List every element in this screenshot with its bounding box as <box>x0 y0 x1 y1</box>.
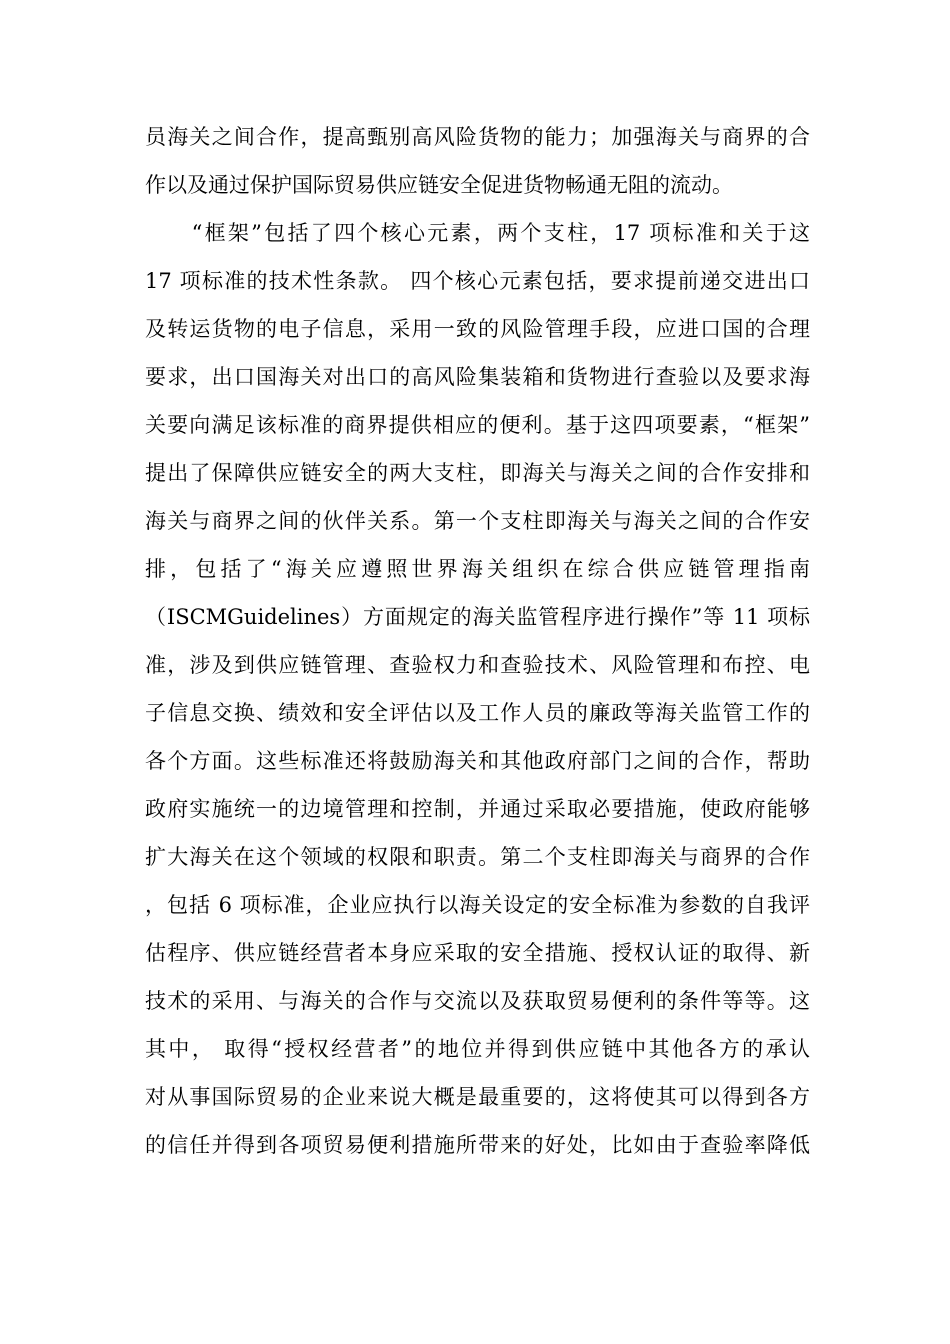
text-line: 子信息交换、绩效和安全评估以及工作人员的廉政等海关监管工作的 <box>145 701 810 725</box>
text-line: （ISCMGuidelines）方面规定的海关监管程序进行操作”等 11 项标 <box>145 605 810 629</box>
text-line: 及转运货物的电子信息，采用一致的风险管理手段，应进口国的合理 <box>145 317 810 341</box>
text-line: 估程序、供应链经营者本身应采取的安全措施、授权认证的取得、新 <box>145 941 810 965</box>
text-line: 的信任并得到各项贸易便利措施所带来的好处，比如由于查验率降低 <box>145 1133 810 1157</box>
text-line: 各个方面。这些标准还将鼓励海关和其他政府部门之间的合作，帮助 <box>145 749 810 773</box>
text-line: 扩大海关在这个领域的权限和职责。第二个支柱即海关与商界的合作 <box>145 845 810 869</box>
text-line: 海关与商界之间的伙伴关系。第一个支柱即海关与海关之间的合作安 <box>145 509 810 533</box>
body-text <box>145 113 810 1169</box>
text-line: 要求，出口国海关对出口的高风险集装箱和货物进行查验以及要求海 <box>145 365 810 389</box>
text-line: 技术的采用、与海关的合作与交流以及获取贸易便利的条件等等。这 <box>145 989 810 1013</box>
text-line: ，包括 6 项标准，企业应执行以海关设定的安全标准为参数的自我评 <box>145 893 810 917</box>
text-line: 关要向满足该标准的商界提供相应的便利。基于这四项要素，“框架” <box>145 413 810 437</box>
text-line: 其中， 取得“授权经营者”的地位并得到供应链中其他各方的承认 <box>145 1037 810 1061</box>
text-line: 提出了保障供应链安全的两大支柱，即海关与海关之间的合作安排和 <box>145 461 810 485</box>
text-line: 作以及通过保护国际贸易供应链安全促进货物畅通无阻的流动。 <box>145 173 733 197</box>
text-line: 准，涉及到供应链管理、查验权力和查验技术、风险管理和布控、电 <box>145 653 810 677</box>
text-line: 17 项标准的技术性条款。 四个核心元素包括，要求提前递交进出口 <box>145 269 810 293</box>
text-line: “框架”包括了四个核心元素，两个支柱，17 项标准和关于这 <box>145 221 810 245</box>
text-line: 排，包括了“海关应遵照世界海关组织在综合供应链管理指南 <box>145 557 810 581</box>
text-line: 政府实施统一的边境管理和控制，并通过采取必要措施，使政府能够 <box>145 797 810 821</box>
text-line: 对从事国际贸易的企业来说大概是最重要的，这将使其可以得到各方 <box>145 1085 810 1109</box>
text-line: 员海关之间合作，提高甄别高风险货物的能力；加强海关与商界的合 <box>145 125 810 149</box>
